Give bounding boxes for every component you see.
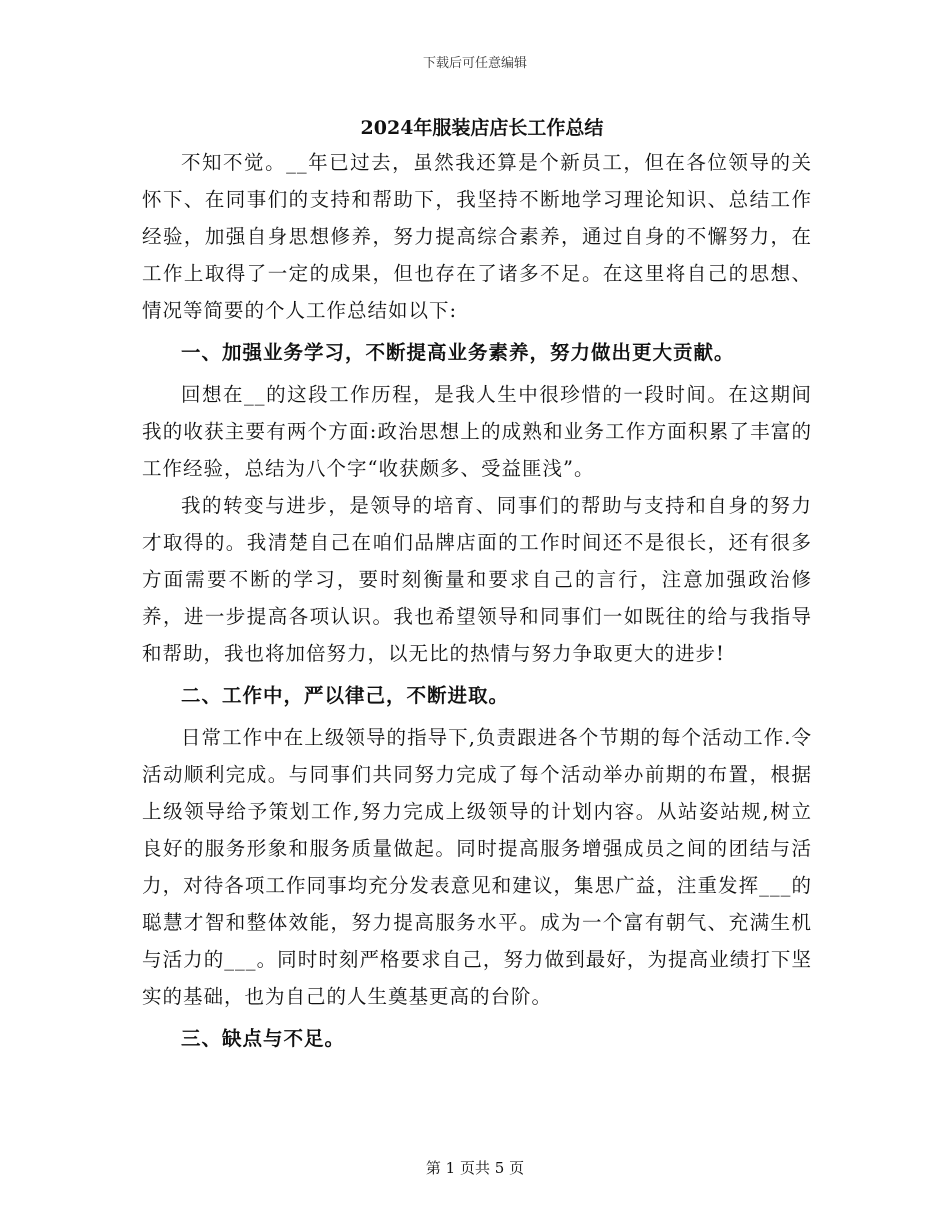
section-1-paragraph-1: 回想在__的这段工作历程，是我人生中很珍惜的一段时间。在这期间我的收获主要有两个方面:政治思想上的成熟和业务工作方面积累了丰富的工作经验，总结为八个字“收获颇多、受益匪浅”。 bbox=[142, 383, 812, 480]
section-3-heading: 三、缺点与不足。 bbox=[181, 1027, 346, 1050]
section-1-heading: 一、加强业务学习，不断提高业务素养，努力做出更大贡献。 bbox=[181, 341, 735, 364]
section-2-paragraph-1: 日常工作中在上级领导的指导下,负责跟进各个节期的每个活动工作.令活动顺利完成。与同事们共同努力完成了每个活动举办前期的布置，根据上级领导给予策划工作,努力完成上级领导的计划内容。从站姿站规,树立良好的服务形象和服务质量做起。同时提高服务增强成员之间的团结与活力，对待各项工作同事均充分发表意见和建议，集思广益，注重发挥___的聪慧才智和整体效能，努力提高服务水平。成为一个富有朝气、充满生机与活力的___。同时时刻严格要求自己，努力做到最好，为提高业绩打下坚实的基础，也为自己的人生奠基更高的台阶。 bbox=[142, 726, 812, 1008]
document-title: 2024年服装店店长工作总结 bbox=[360, 117, 604, 139]
section-2-heading: 二、工作中，严以律己，不断进取。 bbox=[181, 684, 510, 707]
intro-paragraph: 不知不觉。__年已过去，虽然我还算是个新员工，但在各位领导的关怀下、在同事们的支持和帮助下，我坚持不断地学习理论知识、总结工作经验，加强自身思想修养，努力提高综合素养，通过自身的不懈努力，在工作上取得了一定的成果，但也存在了诸多不足。在这里将自己的思想、情况等简要的个人工作总结如以下: bbox=[142, 151, 812, 322]
page-footer: 第 1 页共 5 页 bbox=[425, 1159, 525, 1177]
document-body bbox=[142, 112, 812, 1062]
page-header: 下载后可任意编辑 bbox=[422, 56, 527, 71]
section-1-paragraph-2: 我的转变与进步，是领导的培育、同事们的帮助与支持和自身的努力才取得的。我清楚自己在咱们品牌店面的工作时间还不是很长，还有很多方面需要不断的学习，要时刻衡量和要求自己的言行，注意加强政治修养，进一步提高各项认识。我也希望领导和同事们一如既往的给与我指导和帮助，我也将加倍努力，以无比的热情与努力争取更大的进步! bbox=[142, 494, 812, 665]
